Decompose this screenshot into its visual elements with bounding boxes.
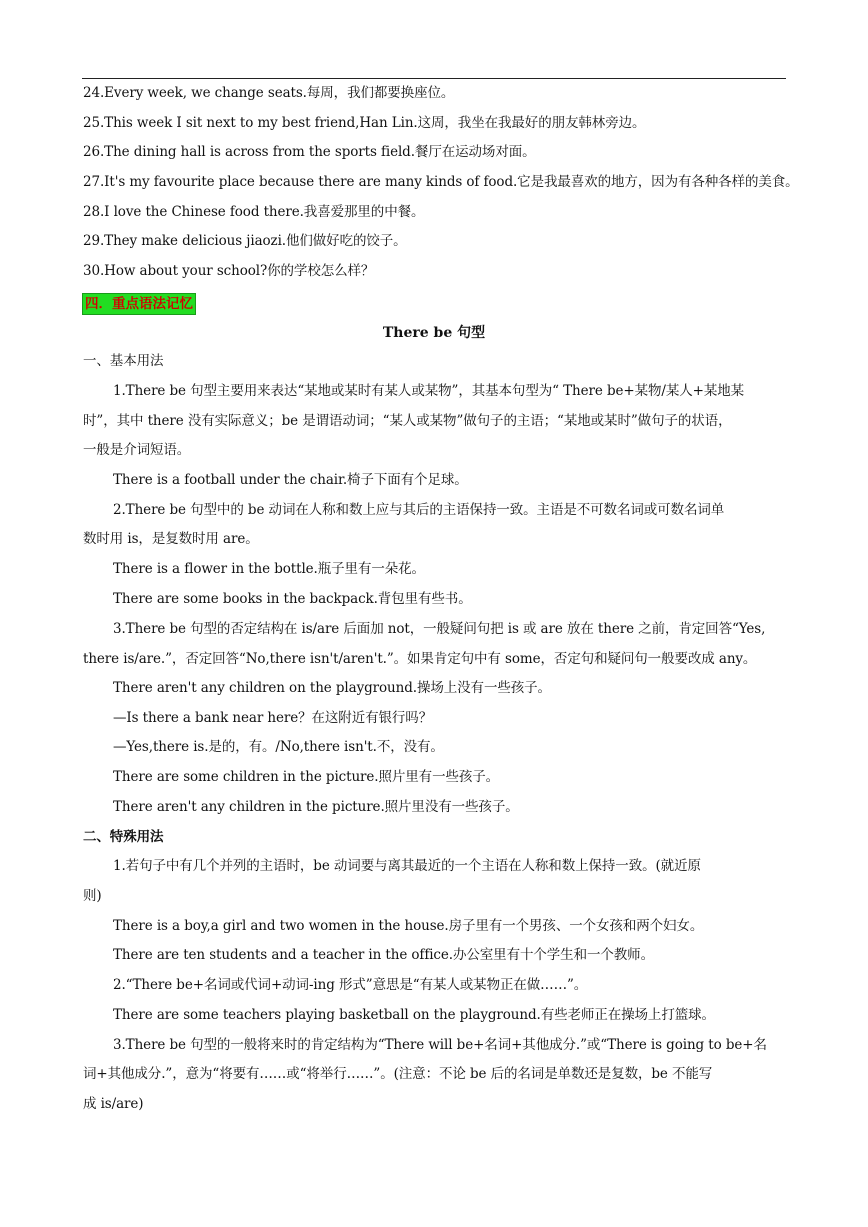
sentence-26: 26.The dining hall is across from the sports field.餐厅在运动场对面。 bbox=[83, 144, 536, 160]
sentence-28: 28.I love the Chinese food there.我喜爱那里的中餐。 bbox=[83, 204, 425, 220]
special-p3-line1: 3.There be 句型的一般将来时的肯定结构为“There will be+名词+其他成分.”或“There is going to be+名 bbox=[113, 1037, 767, 1053]
special-usage-heading: 二、特殊用法 bbox=[83, 829, 164, 845]
basic-p3-line1: 3.There be 句型的否定结构在 is/are 后面加 not，一般疑问句把 is 或 are 放在 there 之前，肯定回答“Yes, bbox=[113, 621, 766, 637]
basic-example-8: There aren't any children in the picture.照片里没有一些孩子。 bbox=[113, 799, 519, 815]
sentence-24: 24.Every week, we change seats.每周，我们都要换座位。 bbox=[83, 85, 455, 101]
special-p1-line2: 则) bbox=[83, 888, 102, 904]
special-example-3: There are some teachers playing basketball on the playground.有些老师正在操场上打篮球。 bbox=[113, 1007, 715, 1023]
special-p1-line1: 1.若句子中有几个并列的主语时，be 动词要与离其最近的一个主语在人称和数上保持一致。(就近原 bbox=[113, 858, 701, 874]
basic-p1-line2: 时”，其中 there 没有实际意义；be 是谓语动词；“某人或某物”做句子的主语；“某地或某时”做句子的状语， bbox=[83, 413, 732, 429]
basic-p2-line1: 2.There be 句型中的 be 动词在人称和数上应与其后的主语保持一致。主语是不可数名词或可数名词单 bbox=[113, 502, 725, 518]
special-p2: 2.“There be+名词或代词+动词-ing 形式”意思是“有某人或某物正在做……”。 bbox=[113, 977, 588, 993]
basic-example-3: There are some books in the backpack.背包里有些书。 bbox=[113, 591, 472, 607]
basic-p3-line2: there is/are.”，否定回答“No,there isn't/aren't.”。如果肯定句中有 some，否定句和疑问句一般要改成 any。 bbox=[83, 651, 757, 667]
special-example-1: There is a boy,a girl and two women in the house.房子里有一个男孩、一个女孩和两个妇女。 bbox=[113, 918, 704, 934]
sentence-30: 30.How about your school?你的学校怎么样？ bbox=[83, 263, 375, 279]
sentence-25: 25.This week I sit next to my best friend,Han Lin.这周，我坐在我最好的朋友韩林旁边。 bbox=[83, 115, 646, 131]
basic-p1-line1: 1.There be 句型主要用来表达“某地或某时有某人或某物”，其基本句型为“ There be+某物/某人+某地某 bbox=[113, 383, 745, 399]
basic-example-2: There is a flower in the bottle.瓶子里有一朵花。 bbox=[113, 561, 425, 577]
special-example-2: There are ten students and a teacher in the office.办公室里有十个学生和一个教师。 bbox=[113, 947, 654, 963]
basic-example-6: —Yes,there is.是的，有。/No,there isn't.不，没有。 bbox=[113, 739, 444, 755]
basic-p2-line2: 数时用 is，是复数时用 are。 bbox=[83, 531, 259, 547]
basic-example-1: There is a football under the chair.椅子下面有个足球。 bbox=[113, 472, 468, 488]
basic-example-5: —Is there a bank near here？在这附近有银行吗？ bbox=[113, 710, 433, 726]
sentence-29: 29.They make delicious jiaozi.他们做好吃的饺子。 bbox=[83, 233, 407, 249]
special-p3-line2: 词+其他成分.”，意为“将要有……或“将举行……”。(注意：不论 be 后的名词是单数还是复数，be 不能写 bbox=[83, 1066, 713, 1082]
basic-p1-line3: 一般是介词短语。 bbox=[83, 442, 191, 458]
basic-example-7: There are some children in the picture.照片里有一些孩子。 bbox=[113, 769, 500, 785]
basic-example-4: There aren't any children on the playground.操场上没有一些孩子。 bbox=[113, 680, 551, 696]
page-title: There be 句型 bbox=[382, 325, 486, 341]
header-rule bbox=[82, 78, 786, 79]
sentence-27: 27.It's my favourite place because there are many kinds of food.它是我最喜欢的地方，因为有各种各样的美食。 bbox=[83, 174, 799, 190]
basic-usage-heading: 一、基本用法 bbox=[83, 353, 164, 369]
special-p3-line3: 成 is/are) bbox=[83, 1096, 144, 1112]
section-badge: 四．重点语法记忆 bbox=[82, 293, 196, 315]
